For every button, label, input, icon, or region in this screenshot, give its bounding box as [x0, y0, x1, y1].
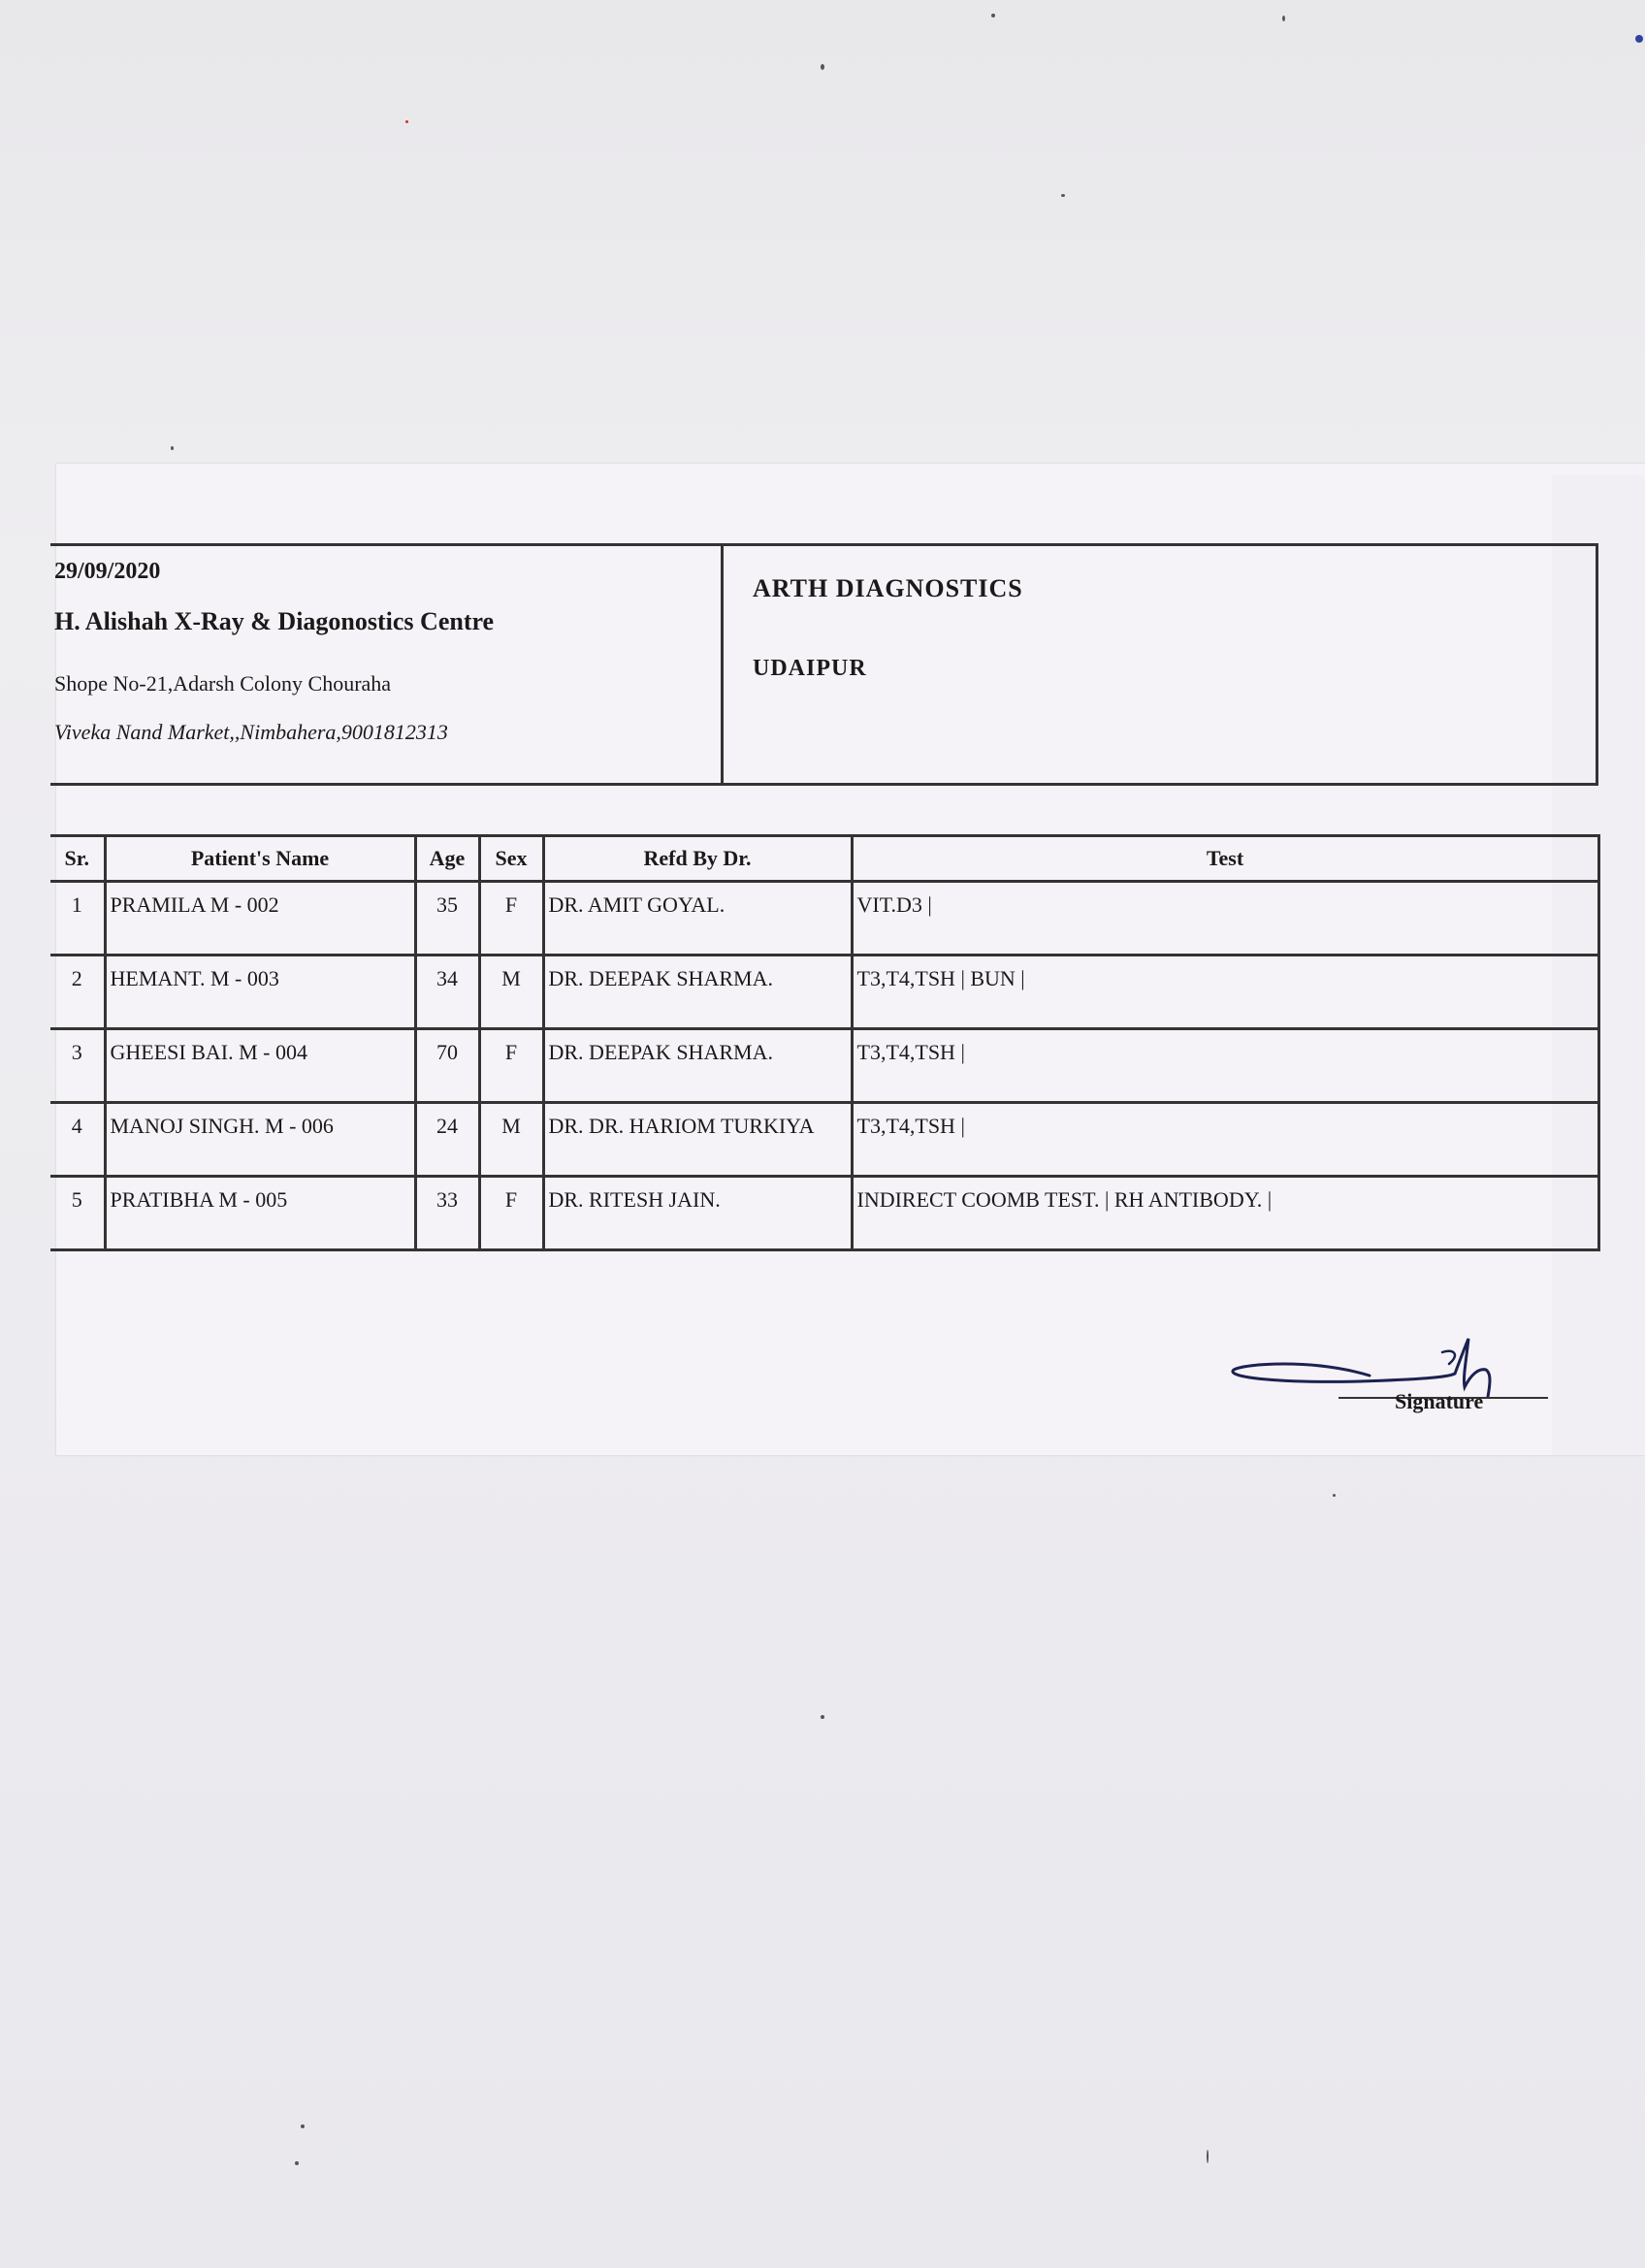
cell-sr: 5 [50, 1177, 105, 1250]
lab-city: UDAIPUR [753, 656, 867, 681]
cell-sex: F [479, 1029, 543, 1103]
table-row [50, 1177, 1598, 1250]
cell-test: T3,T4,TSH | BUN | [852, 956, 1598, 1029]
scan-speck [1207, 2150, 1209, 2163]
scan-speck [171, 446, 174, 450]
cell-patient-name: PRATIBHA M - 005 [105, 1177, 415, 1250]
handwritten-signature [1224, 1329, 1544, 1426]
cell-sr: 1 [50, 882, 105, 956]
cell-sex: F [479, 882, 543, 956]
signature-label: Signature [1395, 1389, 1484, 1413]
centre-address-line2: Viveka Nand Market,,Nimbahera,9001812313 [54, 720, 448, 744]
cell-refd-by: DR. DR. HARIOM TURKIYA [543, 1103, 852, 1177]
cell-refd-by: DR. RITESH JAIN. [543, 1177, 852, 1250]
cell-test: T3,T4,TSH | [852, 1103, 1598, 1177]
cell-refd-by: DR. DEEPAK SHARMA. [543, 1029, 852, 1103]
cell-sex: M [479, 1103, 543, 1177]
cell-patient-name: PRAMILA M - 002 [105, 882, 415, 956]
cell-age: 34 [415, 956, 479, 1029]
column-header-test: Test [852, 836, 1598, 882]
cell-sr: 4 [50, 1103, 105, 1177]
cell-age: 33 [415, 1177, 479, 1250]
centre-address-line1: Shope No-21,Adarsh Colony Chouraha [54, 671, 392, 696]
cell-sex: F [479, 1177, 543, 1250]
cell-patient-name: GHEESI BAI. M - 004 [105, 1029, 415, 1103]
cell-refd-by: DR. AMIT GOYAL. [543, 882, 852, 956]
scan-speck [821, 64, 824, 70]
header-divider [721, 543, 724, 786]
table-row [50, 1103, 1598, 1177]
cell-age: 24 [415, 1103, 479, 1177]
report-date: 29/09/2020 [54, 559, 161, 584]
cell-refd-by: DR. DEEPAK SHARMA. [543, 956, 852, 1029]
lab-name: ARTH DIAGNOSTICS [753, 574, 1023, 602]
scan-speck [1282, 16, 1285, 21]
patient-table [50, 834, 1600, 1251]
cell-test: VIT.D3 | [852, 882, 1598, 956]
column-header-sex: Sex [479, 836, 543, 882]
column-header-age: Age [415, 836, 479, 882]
scan-speck [1061, 194, 1065, 197]
scan-speck [295, 2161, 299, 2165]
cell-patient-name: HEMANT. M - 003 [105, 956, 415, 1029]
scan-speck [301, 2124, 305, 2128]
table-row [50, 1029, 1598, 1103]
centre-name: H. Alishah X-Ray & Diagonostics Centre [54, 607, 495, 635]
cell-age: 35 [415, 882, 479, 956]
cell-age: 70 [415, 1029, 479, 1103]
scan-speck [991, 14, 995, 17]
scan-speck [821, 1715, 824, 1719]
column-header-refd-by: Refd By Dr. [543, 836, 852, 882]
cell-sr: 2 [50, 956, 105, 1029]
cell-test: T3,T4,TSH | [852, 1029, 1598, 1103]
table-row [50, 956, 1598, 1029]
scan-speck [1635, 35, 1643, 43]
scan-speck [405, 120, 408, 123]
column-header-patient-name: Patient's Name [105, 836, 415, 882]
cell-patient-name: MANOJ SINGH. M - 006 [105, 1103, 415, 1177]
column-header-sr: Sr. [50, 836, 105, 882]
cell-test: INDIRECT COOMB TEST. | RH ANTIBODY. | [852, 1177, 1598, 1250]
cell-sex: M [479, 956, 543, 1029]
table-header-row [50, 836, 1598, 882]
table-row [50, 882, 1598, 956]
cell-sr: 3 [50, 1029, 105, 1103]
scan-speck [1333, 1494, 1336, 1497]
